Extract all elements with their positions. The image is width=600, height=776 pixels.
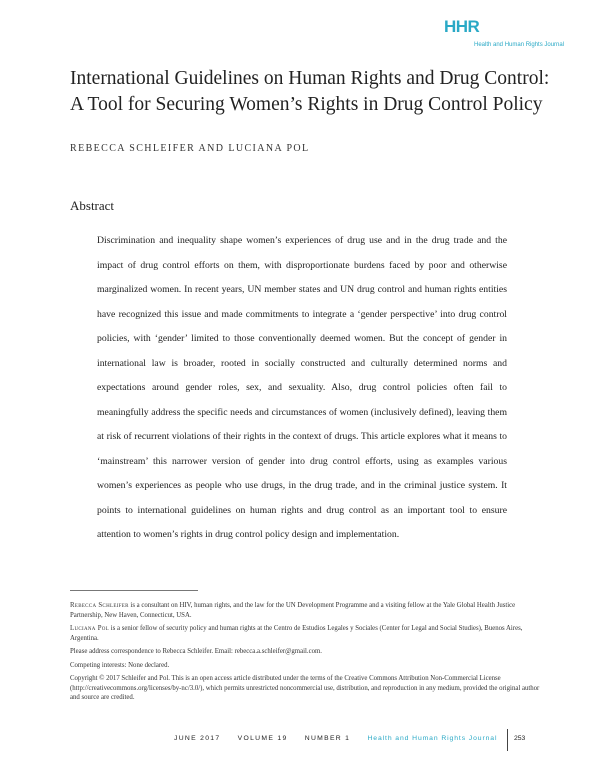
article-authors: REBECCA SCHLEIFER AND LUCIANA POL — [70, 143, 310, 154]
competing-interests-note: Competing interests: None declared. — [70, 661, 170, 669]
author2-note — [70, 624, 540, 643]
author1-note — [70, 601, 540, 620]
footer-journal: Health and Human Rights Journal — [367, 735, 498, 742]
footnotes — [70, 601, 540, 707]
footer-separator — [507, 729, 508, 751]
abstract-body: Discrimination and inequality shape women’s experiences of drug use and in the drug trade and the impact of drug control efforts on them, with disproportionate burdens faced by poor and otherwise marginalized women. In recent years, UN member states and UN drug control and human rights entities have recognized this issue and made commitments to integrate a ‘gender perspective’ into drug control policies, with ‘gender’ limited to those conventionally deemed women. But the concept of gender in international law is broader, rooted in socially constructed and culturally determined norms and expectations around gender roles, sex, and sexuality. Also, drug control policies often fail to meaningfully address the specific needs and circumstances of women (inclusively defined), leaving them at risk of recurrent violations of their rights in the context of drugs. This article explores what it means to ‘mainstream’ this narrower version of gender into drug control efforts, using as examples various women’s experiences as people who use drugs, in the drug trade, and in the criminal justice system. It points to international guidelines on human rights and drug control as an important tool to ensure attention to women’s rights in drug control policy design and implementation. — [97, 235, 507, 540]
correspondence-note: Please address correspondence to Rebecca Schleifer. Email: rebecca.a.schleifer@gmail.com. — [70, 648, 322, 655]
article-title — [70, 66, 550, 118]
footer-date: JUNE 2017 — [174, 735, 221, 742]
copyright-note: Copyright © 2017 Schleifer and Pol. This is an open access article distributed under the terms of the Creative Commons Attribution Non-Commercial License (http://creativecommons.org/licenses/by-nc/3.0/), which permits unrestricted noncommercial use, distribution, and reproduction in any medium, provided the original author and source are credited. — [70, 675, 540, 701]
journal-logo-subtitle: Health and Human Rights Journal — [474, 42, 565, 48]
abstract-heading: Abstract — [70, 198, 115, 213]
page-footer — [174, 735, 497, 742]
author2-bio: is a senior fellow of security policy and human rights at the Centro de Estudios Legales y Sociales (Center for Legal and Social Studies), Buenos Aires, Argentina. — [70, 625, 523, 642]
journal-logo — [444, 17, 565, 48]
footer-number: NUMBER 1 — [304, 735, 351, 742]
author1-bio: is a consultant on HIV, human rights, and the law for the UN Development Programme and a visiting fellow at the Yale Global Health Justice Partnership, New Haven, Connecticut, USA. — [70, 602, 516, 619]
journal-logo-mark: HHR — [444, 17, 480, 36]
footnote-divider — [70, 590, 198, 591]
author1-name: Rebecca Schleifer — [70, 602, 129, 609]
footer-volume: VOLUME 19 — [237, 735, 288, 742]
article-title-line-2: A Tool for Securing Women’s Rights in Drug Control Policy — [70, 94, 543, 115]
page-number: 253 — [514, 735, 526, 742]
author2-name: Luciana Pol — [70, 625, 110, 632]
article-title-line-1: International Guidelines on Human Rights and Drug Control: — [70, 68, 550, 89]
